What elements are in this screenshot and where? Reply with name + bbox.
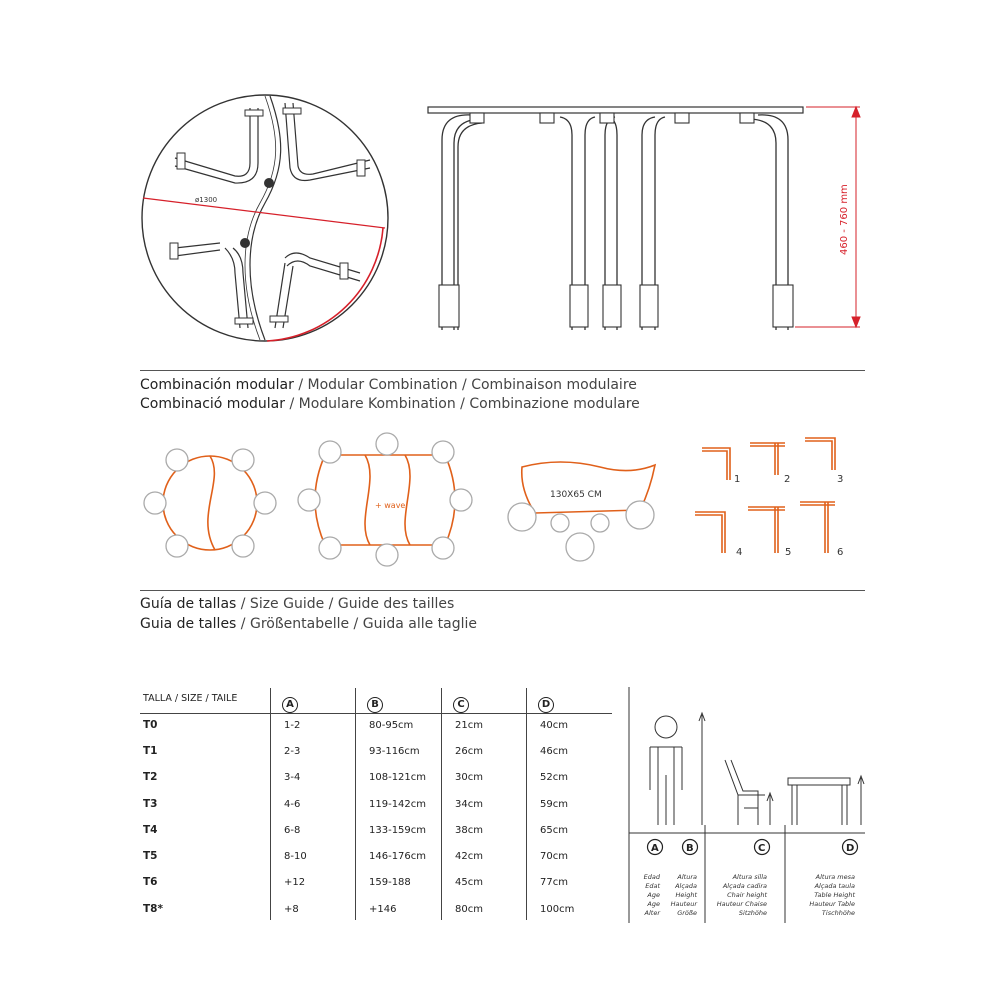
connector-pieces — [690, 435, 860, 565]
row-c: 21cm — [455, 720, 483, 731]
legend-b-text: Altura Alçada Height Hauteur Größe — [670, 873, 697, 917]
row-a: 8-10 — [284, 851, 307, 862]
column-header-b: B — [367, 692, 383, 713]
piece-number-4: 4 — [736, 547, 743, 558]
modular-title-line1: Combinación modular / Modular Combination / Combinaison modulaire — [140, 377, 637, 393]
row-a: +8 — [284, 904, 299, 915]
row-c: 80cm — [455, 904, 483, 915]
row-size: T2 — [143, 771, 158, 783]
section-divider — [140, 370, 865, 371]
column-header-d: D — [538, 692, 554, 713]
legend-letter-b: B — [686, 843, 694, 854]
legend-a-text: Edad Edat Age Age Alter — [643, 873, 660, 917]
row-d: 52cm — [540, 772, 568, 783]
piece-number-5: 5 — [785, 547, 792, 558]
rect-size-label: 130X65 CM — [550, 490, 602, 500]
height-dimension-label: 460 - 760 mm — [839, 184, 850, 255]
row-size: T0 — [143, 719, 158, 731]
row-c: 45cm — [455, 877, 483, 888]
legend-letter-a: A — [651, 843, 659, 854]
row-a: +12 — [284, 877, 306, 888]
row-b: 93-116cm — [369, 746, 420, 757]
column-divider — [526, 688, 527, 920]
column-divider — [441, 688, 442, 920]
table-side-elevation — [420, 95, 870, 335]
row-a: 1-2 — [284, 720, 301, 731]
row-d: 65cm — [540, 825, 568, 836]
row-b: 108-121cm — [369, 772, 427, 783]
row-a: 6-8 — [284, 825, 301, 836]
legend-c-text: Altura silla Alçada cadira Chair height Hauteur Chaise Sitzhöhe — [716, 873, 767, 917]
row-b: 133-159cm — [369, 825, 427, 836]
row-c: 42cm — [455, 851, 483, 862]
row-a: 3-4 — [284, 772, 301, 783]
row-a: 2-3 — [284, 746, 301, 757]
combo-rectangle — [500, 455, 670, 565]
column-header-c: C — [453, 692, 469, 713]
row-d: 40cm — [540, 720, 568, 731]
legend-letter-d: D — [846, 843, 855, 854]
row-d: 46cm — [540, 746, 568, 757]
row-b: 80-95cm — [369, 720, 414, 731]
row-c: 30cm — [455, 772, 483, 783]
column-divider — [270, 688, 271, 920]
column-divider — [355, 688, 356, 920]
row-size: T6 — [143, 876, 158, 888]
row-c: 26cm — [455, 746, 483, 757]
wave-label: + wave — [375, 501, 406, 510]
combo-round — [140, 440, 280, 570]
row-b: +146 — [369, 904, 397, 915]
row-d: 100cm — [540, 904, 575, 915]
row-b: 159-188 — [369, 877, 411, 888]
row-d: 59cm — [540, 799, 568, 810]
piece-number-6: 6 — [837, 547, 844, 558]
legend-letter-c: C — [758, 843, 766, 854]
section-divider — [140, 590, 865, 591]
combo-wave — [295, 430, 475, 570]
size-title-line1: Guía de tallas / Size Guide / Guide des tailles — [140, 596, 455, 612]
row-b: 119-142cm — [369, 799, 427, 810]
piece-number-1: 1 — [734, 474, 741, 485]
table-header-rule — [140, 713, 612, 714]
row-size: T8* — [143, 903, 163, 915]
modular-title-line2: Combinació modular / Modulare Kombination / Combinazione modulare — [140, 396, 640, 412]
row-d: 70cm — [540, 851, 568, 862]
legend-d-text: Altura mesa Alçada taula Table Height Hauteur Table Tischhöhe — [809, 873, 855, 917]
piece-number-2: 2 — [784, 474, 791, 485]
table-header-size: TALLA / SIZE / TAILE — [143, 693, 238, 704]
table-plan-drawing — [135, 88, 395, 348]
row-size: T3 — [143, 798, 158, 810]
size-title-line2: Guia de talles / Größentabelle / Guida alle taglie — [140, 616, 478, 632]
row-b: 146-176cm — [369, 851, 427, 862]
row-size: T4 — [143, 824, 158, 836]
row-c: 38cm — [455, 825, 483, 836]
piece-number-3: 3 — [837, 474, 844, 485]
row-c: 34cm — [455, 799, 483, 810]
row-d: 77cm — [540, 877, 568, 888]
row-size: T1 — [143, 745, 158, 757]
diameter-label: ø1300 — [195, 196, 218, 204]
row-size: T5 — [143, 850, 158, 862]
column-header-a: A — [282, 692, 298, 713]
row-a: 4-6 — [284, 799, 301, 810]
